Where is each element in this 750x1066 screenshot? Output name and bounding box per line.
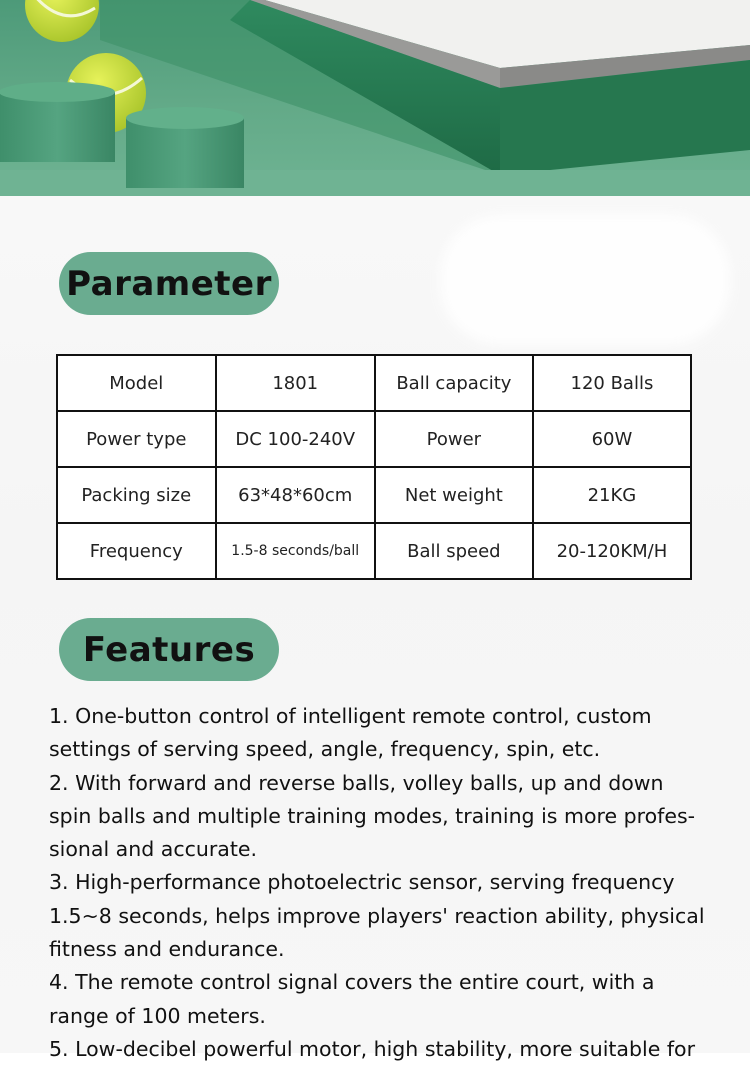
table-cell: Frequency <box>57 523 216 579</box>
table-cell: 1.5-8 seconds/ball <box>216 523 375 579</box>
parameter-table <box>56 354 692 580</box>
table-row <box>57 467 691 523</box>
features-list <box>49 700 719 1066</box>
table-cell: Power <box>375 411 533 467</box>
table-cell: 20-120KM/H <box>533 523 691 579</box>
parameter-heading <box>59 252 279 315</box>
table-cell: 1801 <box>216 355 375 411</box>
parameter-heading-label: Parameter <box>66 263 272 304</box>
feature-line: settings of serving speed, angle, frequency, spin, etc. <box>49 737 601 762</box>
table-cell: Ball capacity <box>375 355 533 411</box>
table-cell: 63*48*60cm <box>216 467 375 523</box>
table-cell: 120 Balls <box>533 355 691 411</box>
feature-line: sional and accurate. <box>49 837 258 862</box>
features-heading <box>59 618 279 681</box>
table-cell: Net weight <box>375 467 533 523</box>
features-heading-label: Features <box>82 629 256 670</box>
table-cell: DC 100-240V <box>216 411 375 467</box>
feature-line: 1.5~8 seconds, helps improve players' reaction ability, physical <box>49 903 705 928</box>
table-cell: 21KG <box>533 467 691 523</box>
feature-line: 1. One-button control of intelligent remote control, custom <box>49 704 652 728</box>
table-row <box>57 411 691 467</box>
feature-line: 5. Low-decibel powerful motor, high stability, more suitable for <box>49 1036 696 1061</box>
table-cell: 60W <box>533 411 691 467</box>
table-row <box>57 523 691 579</box>
feature-line: 3. High-performance photoelectric sensor, serving frequency <box>49 870 675 895</box>
table-row <box>57 355 691 411</box>
table-cell: Model <box>57 355 216 411</box>
banner-illustration <box>0 0 750 196</box>
table-cell: Ball speed <box>375 523 533 579</box>
table-cell: Packing size <box>57 467 216 523</box>
feature-line: spin balls and multiple training modes, training is more profes- <box>49 803 696 828</box>
feature-line: 4. The remote control signal covers the entire court, with a <box>49 970 655 995</box>
feature-line: 2. With forward and reverse balls, volley balls, up and down <box>49 770 664 795</box>
feature-line: fitness and endurance. <box>49 937 285 962</box>
hero-banner <box>0 0 750 196</box>
feature-line: range of 100 meters. <box>49 1003 266 1028</box>
tennis-ball-icon <box>25 0 99 42</box>
table-cell: Power type <box>57 411 216 467</box>
decorative-glow <box>440 215 730 345</box>
